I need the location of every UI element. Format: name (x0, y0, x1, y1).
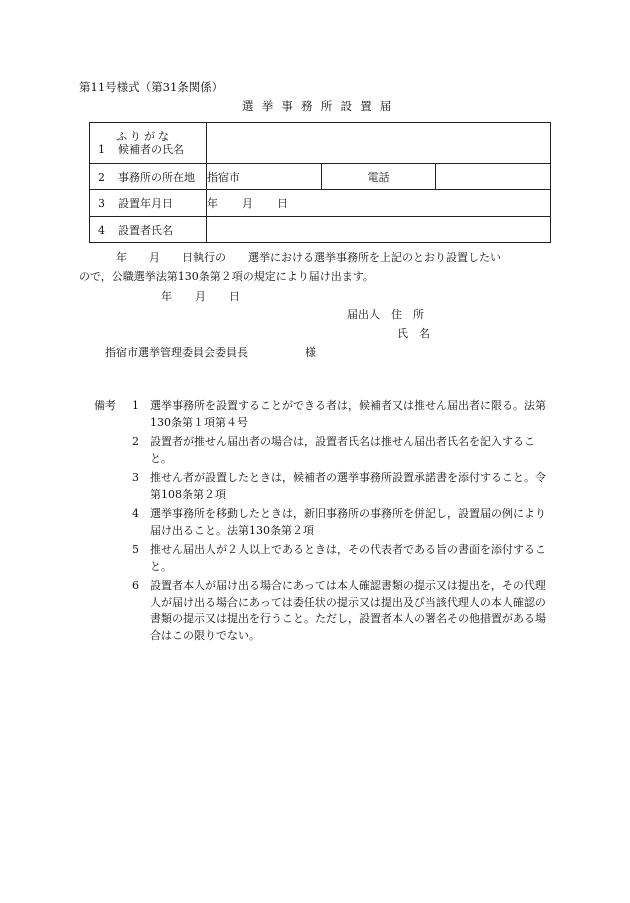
notes-heading: 備考 (94, 399, 116, 412)
notes-section (94, 398, 554, 644)
note-item (94, 506, 554, 539)
statement-line-2: ので，公職選挙法第130条第２項の規定により届け出ます。 (79, 270, 374, 283)
row-number: 3 (98, 197, 105, 210)
registration-form-table (89, 122, 551, 243)
candidate-name-field[interactable] (207, 123, 551, 164)
office-address-label: 事務所の所在地 (118, 170, 195, 184)
note-spacer (94, 542, 132, 575)
note-text: 設置者が推せん届出者の場合は，設置者氏名は推せん届出者氏名を記入すること。 (150, 435, 535, 465)
installer-name-label-cell (90, 217, 207, 243)
setup-date-label-cell (90, 190, 207, 217)
addressee: 指宿市選挙管理委員会委員長 (105, 346, 248, 359)
honorific: 様 (305, 346, 316, 359)
applicant-address-label: 届出人 住 所 (347, 308, 424, 321)
row-number: 4 (98, 223, 105, 237)
month-unit: 月 (195, 290, 206, 303)
furigana-label: ふりがな (116, 129, 172, 143)
setup-date-field[interactable] (207, 190, 551, 217)
year-unit: 年 (161, 290, 172, 303)
statement-line-1: 年 月 日執行の 選挙における選挙事務所を上記のとおり設置したい (116, 251, 501, 264)
statement-text (79, 248, 551, 286)
submission-date (161, 288, 263, 304)
row-number: 1 (98, 142, 105, 156)
day-unit: 日 (277, 197, 288, 210)
form-number: 第11号様式（第31条関係） (79, 80, 224, 94)
form-row-setup-date (90, 190, 551, 217)
phone-field[interactable] (436, 164, 551, 190)
note-spacer (94, 434, 132, 467)
note-text: 設置者本人が届け出る場合にあっては本人確認書類の提示又は提出を，その代理人が届け出る場合にあっては委任状の提示又は提出及び当該代理人の本人確認の書類の提示又は提出を行うこと。ただし，設置者本人の署名その他措置がある場合はこの限りでない。 (150, 579, 546, 642)
applicant-name-label: 氏 名 (397, 327, 430, 340)
note-text: 選挙事務所を移動したときは，新旧事務所の事務所を併記し，設置届の例により届け出ること。法第130条第２項 (150, 507, 546, 537)
installer-name-field[interactable] (207, 217, 551, 243)
note-spacer (94, 470, 132, 503)
note-number: 4 (132, 507, 139, 520)
note-item (94, 578, 554, 644)
candidate-name-label-cell (90, 123, 207, 164)
note-number: 1 (132, 399, 139, 412)
note-text: 推せん届出人が２人以上であるときは，その代表者である旨の書面を添付すること。 (150, 543, 546, 573)
note-number: 2 (132, 435, 139, 448)
note-number: 3 (132, 471, 139, 484)
month-unit: 月 (242, 197, 253, 210)
setup-date-label: 設置年月日 (118, 197, 173, 210)
note-text: 選挙事務所を設置することができる者は，候補者又は推せん届出者に限る。法第130条第１項第４号 (150, 399, 546, 429)
year-unit: 年 (207, 197, 218, 210)
note-text: 推せん者が設置したときは，候補者の選挙事務所設置承諾書を添付すること。令第108条第２項 (150, 471, 546, 501)
note-spacer (94, 506, 132, 539)
form-row-office-address (90, 164, 551, 190)
note-spacer (94, 578, 132, 644)
note-item (94, 398, 554, 431)
note-number: 6 (132, 579, 139, 592)
note-item (94, 434, 554, 467)
day-unit: 日 (229, 290, 240, 303)
note-item (94, 542, 554, 575)
office-address-label-cell (90, 164, 207, 190)
form-row-installer-name (90, 217, 551, 243)
form-row-candidate-name (90, 123, 551, 164)
note-item (94, 470, 554, 503)
candidate-name-label: 候補者の氏名 (118, 142, 184, 156)
document-title: 選挙事務所設置届 (242, 99, 400, 113)
office-address-field[interactable]: 指宿市 (207, 164, 322, 190)
note-number: 5 (132, 543, 139, 556)
phone-label: 電話 (321, 164, 436, 190)
candidate-name-label-wrap (98, 143, 206, 157)
row-number: 2 (98, 170, 105, 184)
installer-name-label: 設置者氏名 (118, 223, 173, 237)
